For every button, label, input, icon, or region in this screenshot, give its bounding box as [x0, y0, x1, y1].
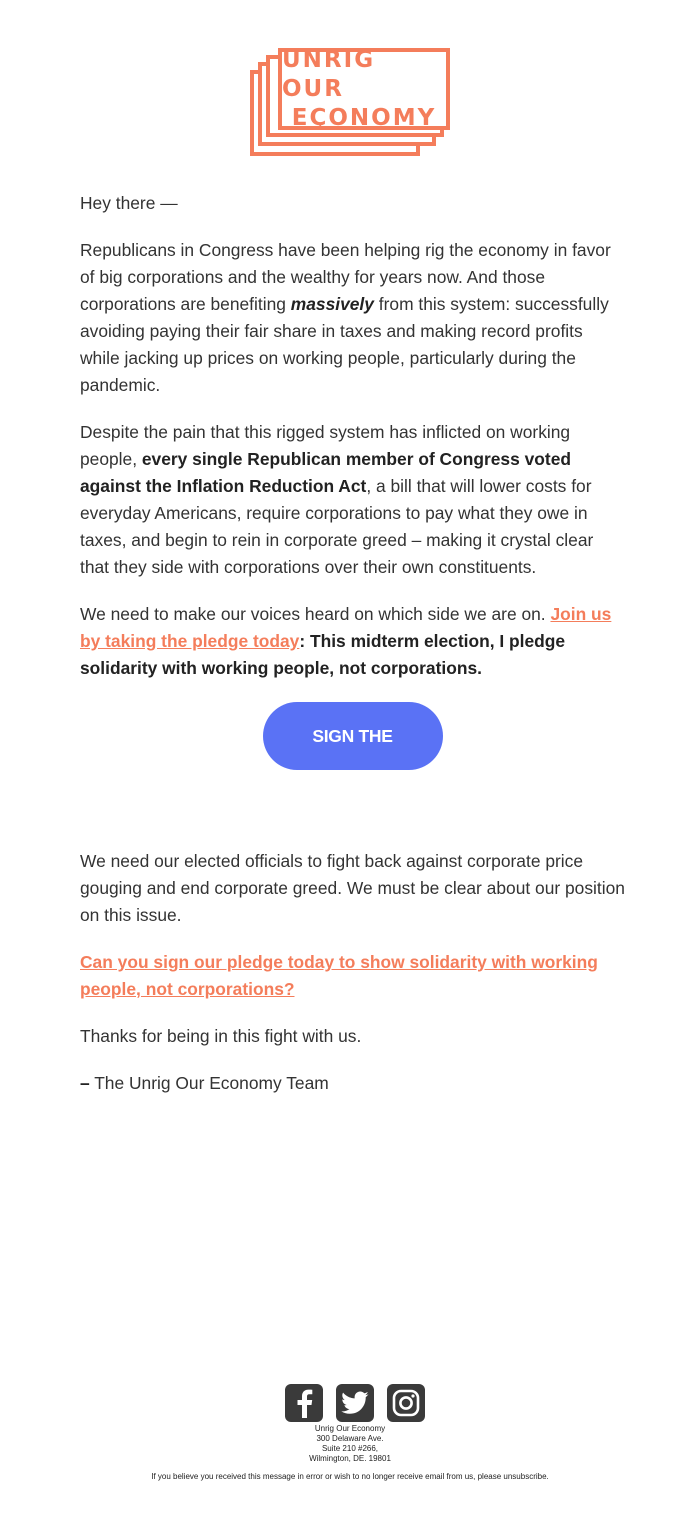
address-line: Suite 210 #266,: [321, 1444, 379, 1453]
paragraph-3: [80, 601, 625, 682]
paragraph-6: Thanks for being in this fight with us.: [80, 1026, 362, 1046]
paragraph-2: [80, 419, 625, 581]
pledge-statement: : This midterm election, I pledge solidarity with working people, not corporations.: [80, 631, 566, 678]
unsubscribe-notice[interactable]: If you believe you received this message in error or wish to no longer receive email from us, please unsubscribe.: [151, 1472, 549, 1481]
signoff-name: The Unrig Our Economy Team: [89, 1073, 329, 1093]
mailing-address: [0, 1424, 700, 1464]
paragraph-2-text-b: , a bill that will lower costs for everyday Americans, require corporations to pay what they owe in taxes, and begin to rein in corporate greed – making it crystal clear that they side with corporations over their own constituents.: [80, 476, 594, 577]
facebook-icon[interactable]: [285, 1384, 323, 1422]
twitter-icon[interactable]: [336, 1384, 374, 1422]
instagram-icon[interactable]: [387, 1384, 425, 1422]
sign-pledge-link[interactable]: Can you sign our pledge today to show solidarity with working people, not corporations?: [80, 952, 598, 999]
paragraph-3-text-a: We need to make our voices heard on which side we are on.: [80, 604, 551, 624]
paragraph-1-emphasis: massively: [290, 294, 374, 314]
paragraph-5: [80, 949, 625, 1003]
address-line: 300 Delaware Ave.: [316, 1434, 384, 1443]
paragraph-2-text-a: Despite the pain that this rigged system has inflicted on working people,: [80, 422, 571, 469]
logo: [250, 48, 450, 156]
logo-line-2: EÇONOMY: [291, 104, 437, 131]
logo-frame-front: [278, 48, 450, 130]
greeting: Hey there —: [80, 193, 178, 213]
paragraph-1-text-b: from this system: successfully avoiding paying their fair share in taxes and making record profits while jacking up prices on working people, particularly during the pandemic.: [80, 294, 609, 395]
sign-pledge-button[interactable]: SIGN THE PLEDGE: [263, 702, 443, 770]
social-links: [285, 1384, 425, 1422]
address-line: Wilmington, DE. 19801: [309, 1454, 391, 1463]
signoff: [80, 1070, 625, 1097]
paragraph-2-bold: every single Republican member of Congress voted against the Inflation Reduction Act: [80, 449, 571, 496]
join-pledge-link[interactable]: Join us by taking the pledge today: [80, 604, 612, 651]
signoff-dash: –: [80, 1073, 90, 1093]
paragraph-4: We need our elected officials to fight back against corporate price gouging and end corporate greed. We must be clear about our position on this issue.: [80, 851, 625, 925]
logo-line-1: UNRIG OUR: [282, 46, 376, 102]
address-line: Unrig Our Economy: [314, 1424, 386, 1433]
email-body: [80, 190, 625, 1117]
paragraph-1: [80, 237, 625, 399]
button-wrap: [80, 702, 625, 818]
paragraph-1-text-a: Republicans in Congress have been helping rig the economy in favor of big corporations and the wealthy for years now. And those corporations are benefiting: [80, 240, 611, 314]
